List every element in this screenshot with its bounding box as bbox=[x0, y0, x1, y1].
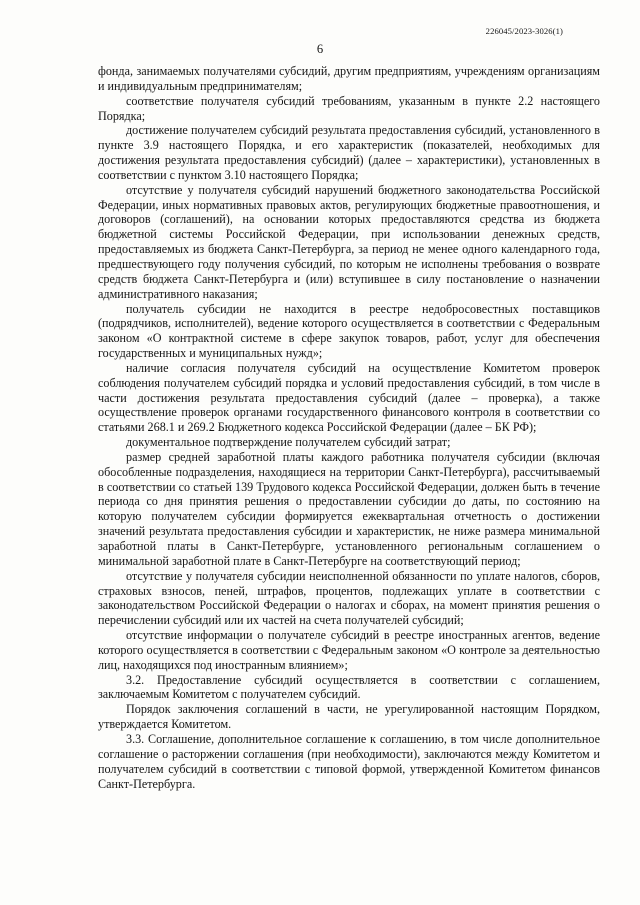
paragraph: отсутствие у получателя субсидий нарушений бюджетного законодательства Российской Федерации, иных нормативных правовых актов, регулирующих бюджетные правоотношения, и договоров (соглашений), на основании которых предоставляются средства из бюджета бюджетной системы Российской Федерации, при использовании денежных средств, предоставляемых из бюджета Санкт-Петербурга, за период не менее одного календарного года, предшествующего году получения субсидий, по которым не исполнены требования о возврате средств бюджета Санкт-Петербурга и (или) вступившее в силу постановление о назначении административного наказания; bbox=[98, 182, 600, 301]
paragraph: Порядок заключения соглашений в части, не урегулированной настоящим Порядком, утверждается Комитетом. bbox=[98, 702, 600, 732]
paragraph: отсутствие у получателя субсидии неисполненной обязанности по уплате налогов, сборов, страховых взносов, пеней, штрафов, процентов, подлежащих уплате в соответствии с законодательством Российской Федерации о налогах и сборах, на момент принятия решения о перечислении субсидий или их частей на счета получателей субсидий; bbox=[98, 568, 600, 628]
paragraph-section-3-3: 3.3. Соглашение, дополнительное соглашение к соглашению, в том числе дополнительное соглашение о расторжении соглашения (при необходимости), заключаются между Комитетом и получателем субсидий в соответствии с типовой формой, утвержденной Комитетом финансов Санкт-Петербурга. bbox=[98, 731, 600, 791]
paragraph-continuation: фонда, занимаемых получателями субсидий, другим предприятиям, учреждениям организациям и индивидуальным предпринимателям; bbox=[98, 64, 600, 93]
paragraph: отсутствие информации о получателе субсидий в реестре иностранных агентов, ведение которого осуществляется в соответствии с Федеральным законом «О контроле за деятельностью лиц, находящихся под иностранным влиянием»; bbox=[98, 628, 600, 672]
document-number: 226045/2023-3026(1) bbox=[485, 26, 563, 36]
paragraph: документальное подтверждение получателем субсидий затрат; bbox=[126, 435, 451, 450]
paragraph: достижение получателем субсидий результата предоставления субсидий, установленного в пункте 3.9 настоящего Порядка, и его характеристик (показателей, необходимых для достижения результата предоставления субсидий) (далее – характеристики), установленных в соответствии с пунктом 3.10 настоящего Порядка; bbox=[98, 123, 600, 182]
paragraph: размер средней заработной платы каждого работника получателя субсидии (включая обособленные подразделения, находящиеся на территории Санкт-Петербурга), рассчитываемый в соответствии со статьей 139 Трудового кодекса Российской Федерации, должен быть в течение периода со дня принятия решения о предоставлении субсидии до даты, по состоянию на которую получателем субсидии формируется ежеквартальная отчетность о достижении значений результата предоставления субсидии и характеристик, не ниже размера минимальной заработной платы в Санкт-Петербурге, установленного региональным соглашением о минимальной заработной плате в Санкт-Петербурге на соответствующий период; bbox=[98, 449, 600, 568]
page-number: 6 bbox=[316, 42, 324, 56]
paragraph: получатель субсидии не находится в реестре недобросовестных поставщиков (подрядчиков, исполнителей), ведение которого осуществляется в соответствии с Федеральным законом «О контрактной системе в сфере закупок товаров, работ, услуг для обеспечения государственных и муниципальных нужд»; bbox=[98, 301, 600, 361]
paragraph-section-3-2: 3.2. Предоставление субсидий осуществляется в соответствии с соглашением, заключаемым Комитетом с получателем субсидий. bbox=[98, 672, 600, 702]
document-body bbox=[98, 64, 600, 791]
paragraph: наличие согласия получателя субсидий на осуществление Комитетом проверок соблюдения получателем субсидий порядка и условий предоставления субсидий, в том числе в части достижения результата предоставления субсидий (далее – проверка), а также осуществление проверок органами государственного финансового контроля в соответствии со статьями 268.1 и 269.2 Бюджетного кодекса Российской Федерации (далее – БК РФ); bbox=[98, 360, 600, 435]
paragraph: соответствие получателя субсидий требованиям, указанным в пункте 2.2 настоящего Порядка; bbox=[98, 93, 600, 123]
